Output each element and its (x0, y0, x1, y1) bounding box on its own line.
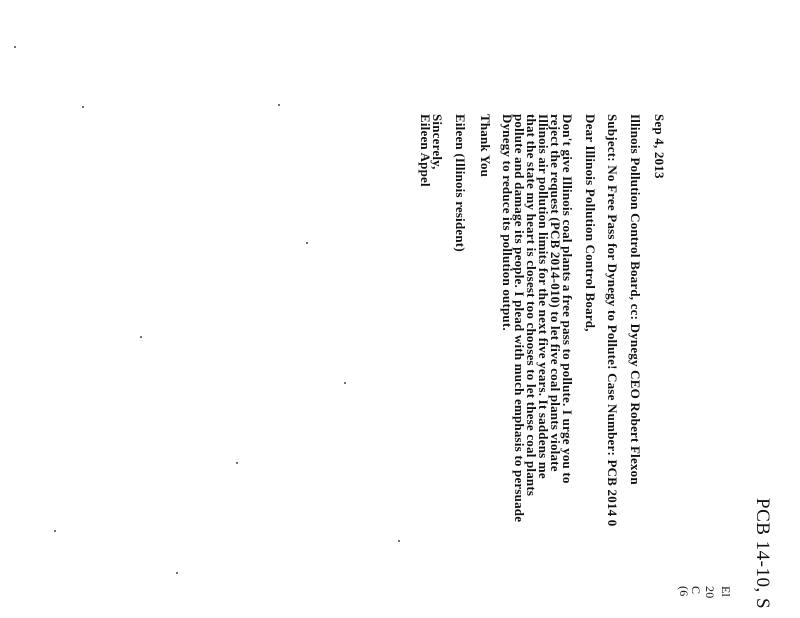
stamp-line-1: El (719, 586, 733, 598)
scan-speck (54, 530, 56, 532)
case-header: PCB 14-10, S (752, 498, 773, 610)
letter-body-line-2: reject the request (PCB 2014-010) to let five coal plants violate (548, 114, 563, 472)
letter-salutation: Dear Illinois Pollution Control Board, (583, 114, 598, 332)
scan-speck (236, 462, 238, 464)
scan-speck (140, 336, 142, 338)
letter-body-line-1: Don't give Illinois coal plants a free pass to pollute. I urge you to (560, 114, 575, 484)
letter-body-line-6: Dynegy to reduce its pollution output. (500, 114, 515, 331)
stamp-line-4: (6 (677, 586, 691, 597)
scan-speck (278, 104, 280, 106)
scan-speck (344, 382, 346, 384)
letter-body-line-5: pollute and damage its people. I plead with much emphasis to persuade (512, 114, 527, 523)
letter-closing: Sincerely, (430, 114, 445, 170)
letter-date: Sep 4, 2013 (652, 114, 667, 179)
letter-signature: Eileen Appel (418, 114, 433, 187)
scan-speck (176, 572, 178, 574)
letter-thanks: Thank You (478, 114, 493, 178)
letter-body-line-4: that the state my heart is closest too chooses to let these coal plants (524, 114, 539, 497)
letter-subject: Subject: No Free Pass for Dynegy to Pollute! Case Number: PCB 2014 0 (605, 114, 620, 527)
stamp-line-3: C (689, 586, 703, 595)
letter-recipient: Illinois Pollution Control Board, cc: Dynegy CEO Robert Flexon (628, 114, 643, 485)
letter-body-line-3: Illinois air pollution limits for the next five years. It saddens me (536, 114, 551, 479)
scan-speck (398, 540, 400, 542)
letter-resident: Eileen (Illinois resident) (453, 114, 468, 252)
scan-speck (82, 106, 84, 108)
scan-speck (306, 242, 308, 244)
stamp-line-2: 20 (703, 586, 717, 599)
scan-speck (14, 46, 16, 48)
